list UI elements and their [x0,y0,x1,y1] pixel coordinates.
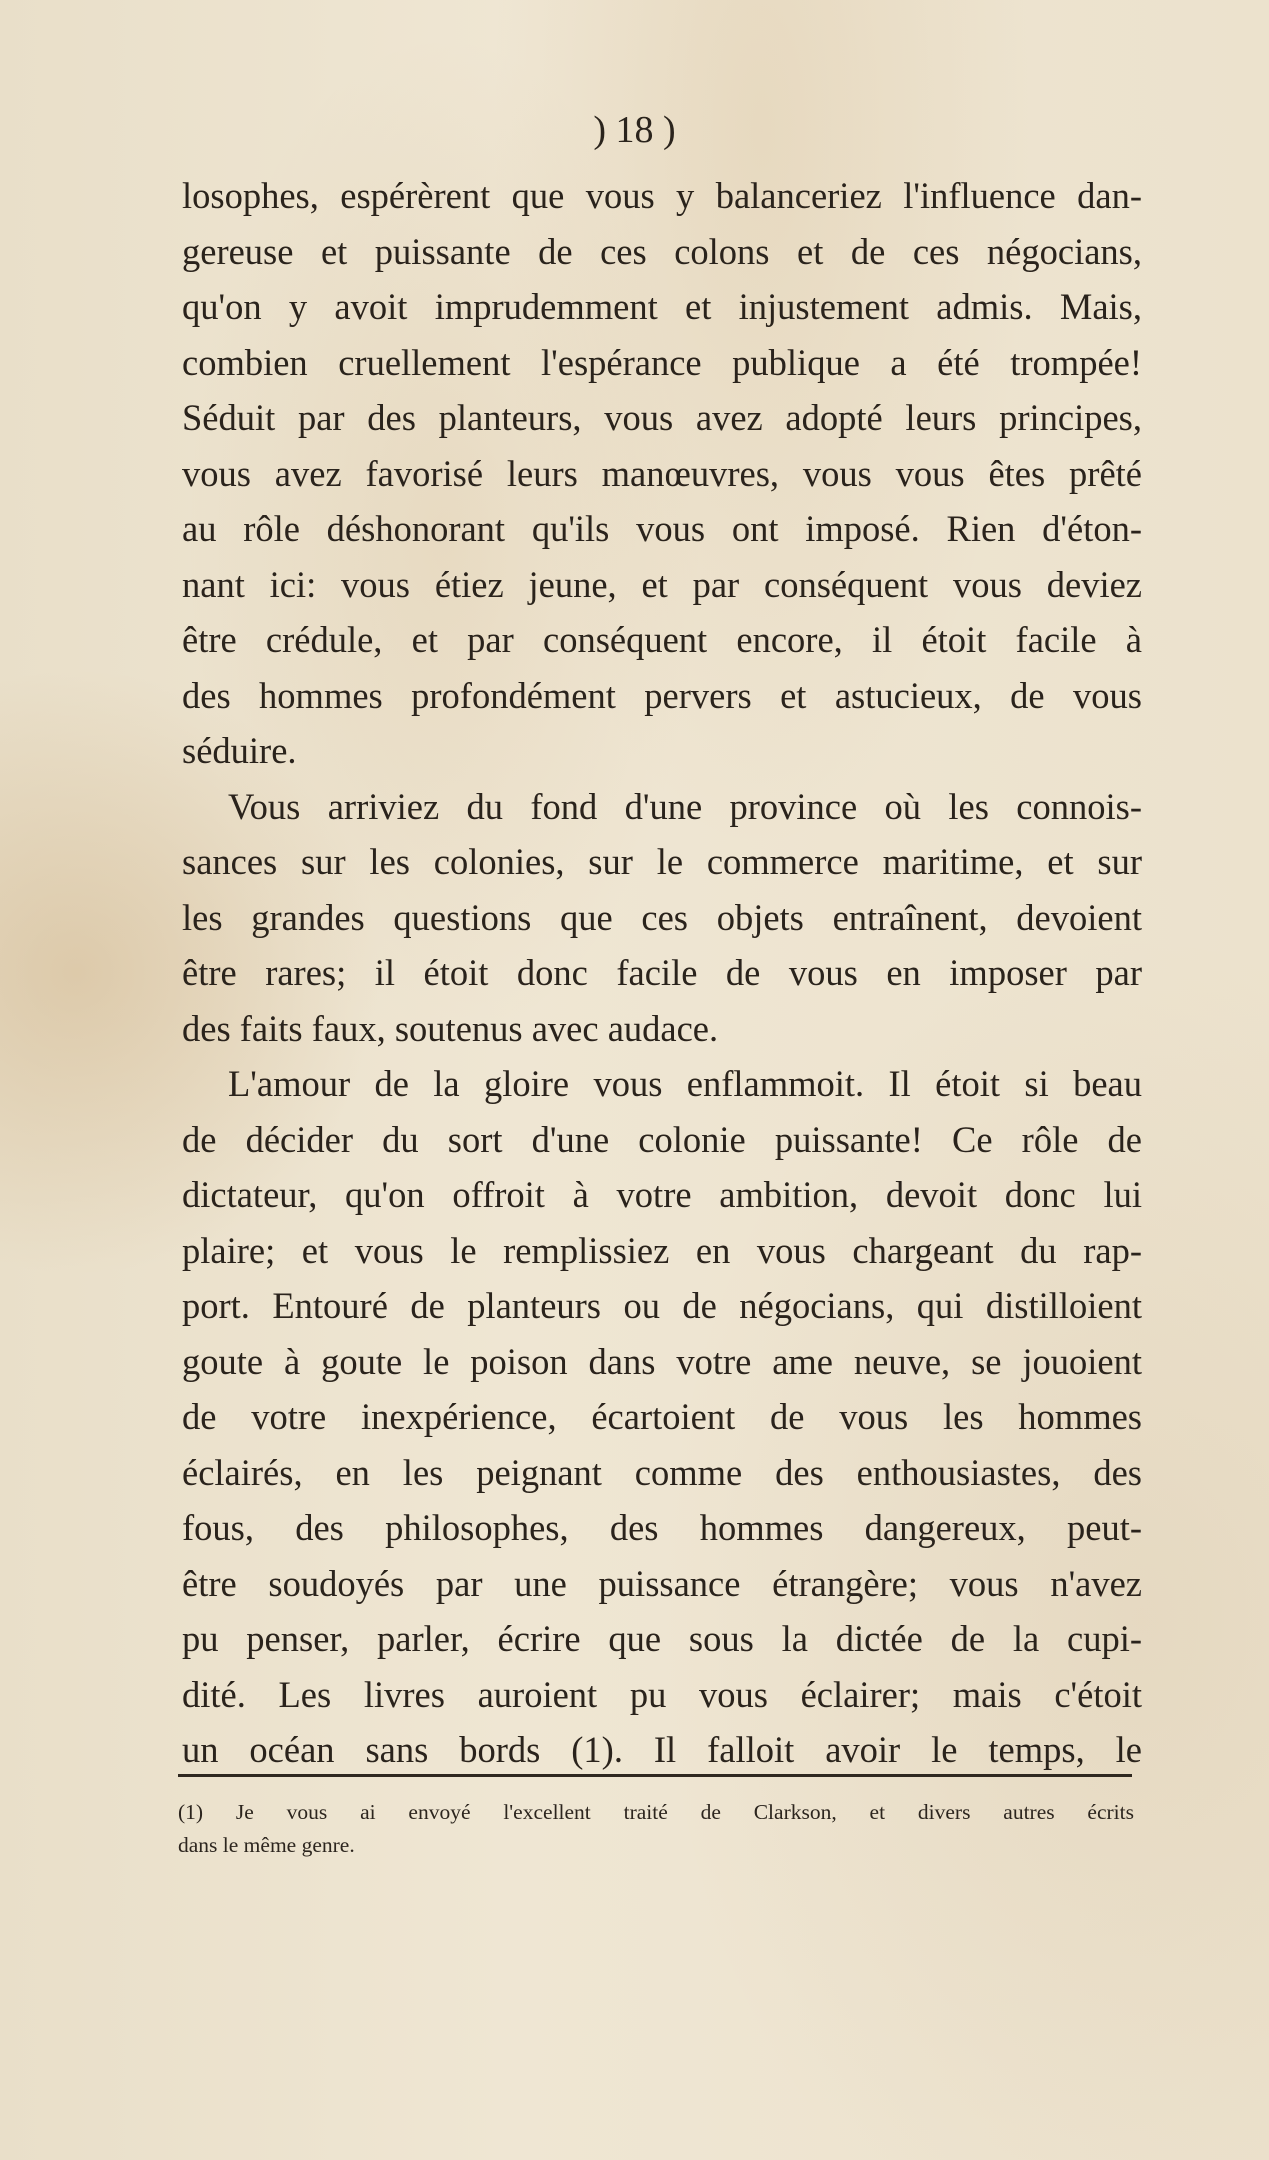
text-line: qu'on y avoit imprudemment et injustement admis. Mais, [182,286,1142,327]
text-line: gereuse et puissante de ces colons et de ces négocians, [182,230,1142,272]
text-line: plaire; et vous le remplissiez en vous chargeant du rap- [182,1229,1142,1271]
text-line: être crédule, et par conséquent encore, il étoit facile à [182,619,1142,660]
text-line: sances sur les colonies, sur le commerce maritime, et sur [182,841,1142,882]
footnote-line: (1) Je vous ai envoyé l'excellent traité de Clarkson, et divers autres écrits [178,1800,1134,1824]
text-line: dictateur, qu'on offroit à votre ambition, devoit donc lui [182,1174,1142,1215]
text-line: des hommes profondément pervers et astucieux, de vous [182,674,1142,716]
text-line: éclairés, en les peignant comme des enthousiastes, des [182,1451,1142,1493]
text-line: L'amour de la gloire vous enflammoit. Il étoit si beau [228,1063,1142,1104]
text-line: fous, des philosophes, des hommes dangereux, peut- [182,1507,1142,1548]
body-text [182,168,1142,1778]
text-line: goute à goute le poison dans votre ame neuve, se jouoient [182,1340,1142,1382]
text-line: de votre inexpérience, écartoient de vous les hommes [182,1396,1142,1437]
text-line: Vous arriviez du fond d'une province où les connois- [228,785,1142,827]
text-line: Séduit par des planteurs, vous avez adopté leurs principes, [182,397,1142,438]
text-line: de décider du sort d'une colonie puissante! Ce rôle de [182,1118,1142,1160]
text-line: dité. Les livres auroient pu vous éclairer; mais c'étoit [182,1673,1142,1715]
text-line: pu penser, parler, écrire que sous la dictée de la cupi- [182,1618,1142,1659]
text-line: les grandes questions que ces objets entraînent, devoient [182,896,1142,938]
text-line: port. Entouré de planteurs ou de négocians, qui distilloient [182,1285,1142,1326]
footnote-rule [178,1774,1132,1777]
footnote-line: dans le même genre. [178,1833,355,1857]
text-line: séduire. [182,730,297,771]
page-number: ) 18 ) [593,109,676,151]
footnote [178,1796,1134,1862]
text-line: losophes, espérèrent que vous y balanceriez l'influence dan- [182,175,1142,216]
text-line: vous avez favorisé leurs manœuvres, vous vous êtes prêté [182,452,1142,494]
text-line: être rares; il étoit donc facile de vous en imposer par [182,952,1142,993]
text-line: des faits faux, soutenus avec audace. [182,1007,719,1049]
text-line: être soudoyés par une puissance étrangère; vous n'avez [182,1562,1142,1604]
text-line: nant ici: vous étiez jeune, et par conséquent vous deviez [182,563,1142,605]
text-line: au rôle déshonorant qu'ils vous ont imposé. Rien d'éton- [182,508,1142,549]
text-line: un océan sans bords (1). Il falloit avoir le temps, le [182,1729,1142,1770]
text-line: combien cruellement l'espérance publique a été trompée! [182,341,1142,383]
